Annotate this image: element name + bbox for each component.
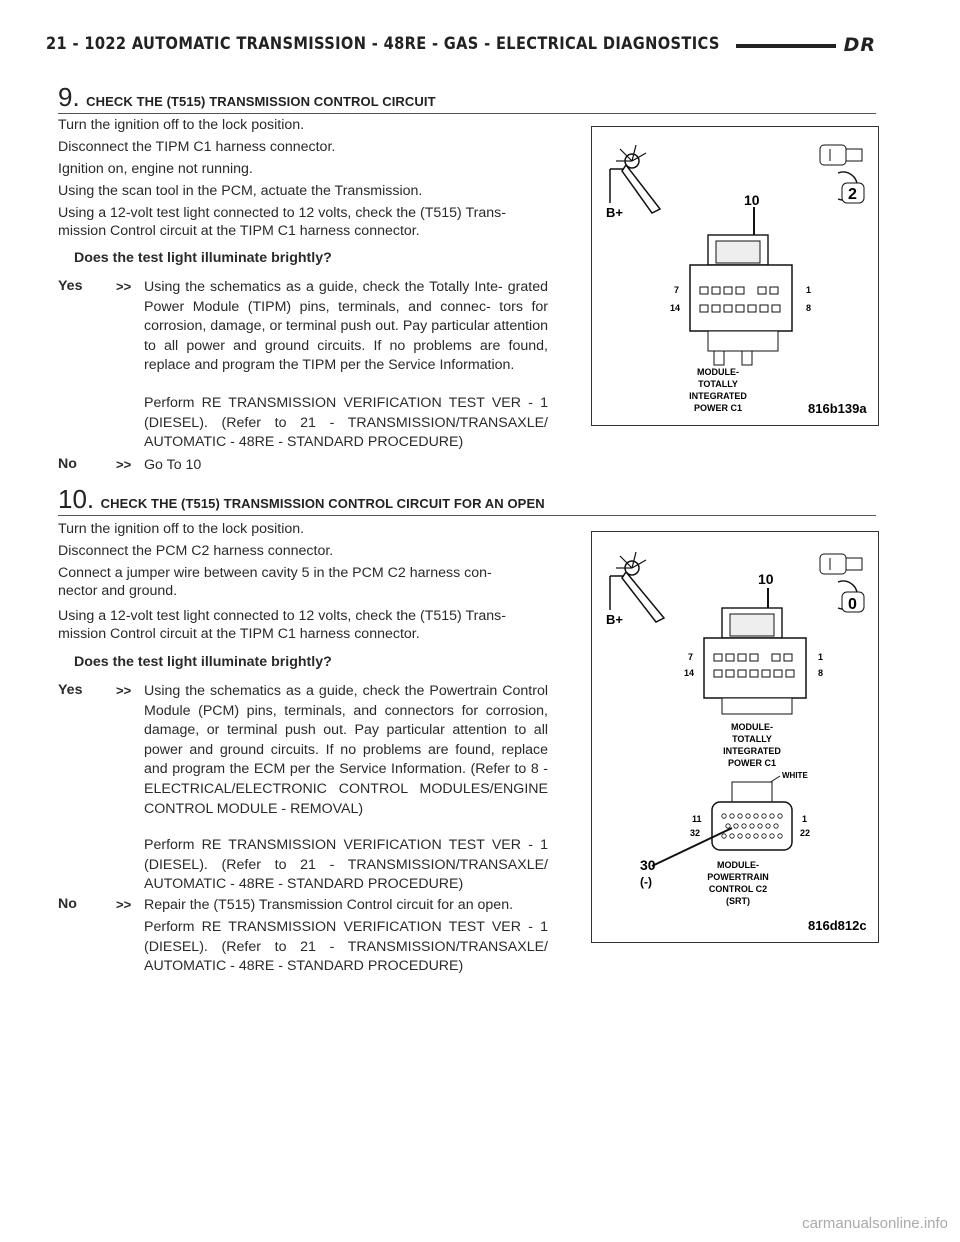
step-number: 9.	[58, 82, 80, 112]
watermark: carmanualsonline.info	[802, 1215, 948, 1232]
step9-line-2: Ignition on, engine not running.	[58, 161, 253, 177]
step10-yes-label: Yes	[58, 682, 83, 698]
count-label: 0	[848, 596, 857, 613]
step10-line-4: Using a 12-volt test light connected to 12 volts, check the (T515) Trans-	[58, 608, 506, 624]
tipm-c1-diagram	[592, 127, 878, 425]
figure-id: 816b139a	[808, 401, 867, 416]
wire-color-label: WHITE	[782, 771, 808, 780]
header-title: 21 - 1022 AUTOMATIC TRANSMISSION - 48RE - GAS - ELECTRICAL DIAGNOSTICS	[46, 34, 720, 54]
header-rule	[736, 44, 836, 48]
step10-question: Does the test light illuminate brightly?	[74, 654, 332, 670]
step10-yes-arrow: >>	[116, 683, 132, 698]
step9-no-arrow: >>	[116, 457, 132, 472]
step9-line-3: Using the scan tool in the PCM, actuate the Transmission.	[58, 183, 423, 199]
step9-yes-text: Using the schematics as a guide, check the Totally Inte- grated Power Module (TIPM) pins, terminals, and connec- tors for corrosion, damage, or terminal push out. Pay particular attention to all power and ground circuits. If no problems are found, replace and program the TIPM per the Service Information.	[144, 279, 548, 374]
caption-line: INTEGRATED	[689, 391, 747, 401]
step9-line-4: Using a 12-volt test light connected to 12 volts, check the (T515) Trans-	[58, 205, 506, 221]
pin-left-top: 7	[674, 285, 680, 295]
caption-line: POWER C1	[727, 758, 777, 768]
c2-pin-right-top: 1	[802, 814, 808, 824]
step-title: CHECK THE (T515) TRANSMISSION CONTROL CIRCUIT	[86, 94, 436, 109]
step10-line-2: Connect a jumper wire between cavity 5 in the PCM C2 harness con-	[58, 565, 492, 581]
step10-line-5: mission Control circuit at the TIPM C1 harness connector.	[58, 626, 420, 642]
tipm-pcm-diagram	[592, 532, 878, 942]
connector-c1	[690, 235, 792, 365]
step9-yes-label: Yes	[58, 278, 83, 294]
caption-line: MODULE-	[697, 367, 739, 377]
caption2-line: (SRT)	[726, 896, 750, 906]
pin-right-top: 1	[806, 285, 812, 295]
ground-sign-label: (-)	[640, 875, 652, 889]
probe-label: B+	[606, 205, 623, 220]
step-9-heading	[58, 82, 876, 114]
step10-line-3: nector and ground.	[58, 583, 178, 599]
connector-c2	[712, 782, 792, 850]
test-light-icon	[610, 145, 660, 213]
caption-line: TOTALLY	[698, 379, 738, 389]
probe-label: B+	[606, 612, 623, 627]
pin-left-top: 7	[688, 652, 694, 662]
multimeter-icon	[820, 145, 864, 203]
pin-right-bottom: 8	[818, 668, 824, 678]
step10-no-text2: Perform RE TRANSMISSION VERIFICATION TEST VER - 1 (DIESEL). (Refer to 21 - TRANSMISSION/TRANSAXLE/ AUTOMATIC - 48RE - STANDARD PROCEDURE)	[144, 919, 548, 975]
figure-id: 816d812c	[808, 918, 867, 933]
c2-pin-left-bottom: 32	[690, 828, 701, 838]
pin-callout: 10	[744, 192, 760, 208]
step-10-heading	[58, 484, 876, 516]
step9-no-label: No	[58, 456, 77, 472]
caption-line: INTEGRATED	[723, 746, 781, 756]
ground-pin-label: 30	[640, 857, 656, 873]
caption2-line: MODULE-	[717, 860, 759, 870]
figure-tipm-c1	[591, 126, 879, 426]
step10-no-text: Repair the (T515) Transmission Control circuit for an open.	[144, 897, 514, 913]
c2-pin-right-bottom: 22	[800, 828, 811, 838]
step10-line-1: Disconnect the PCM C2 harness connector.	[58, 543, 334, 559]
caption-line: TOTALLY	[732, 734, 772, 744]
step10-line-0: Turn the ignition off to the lock position.	[58, 521, 305, 537]
step10-yes-text2: Perform RE TRANSMISSION VERIFICATION TEST VER - 1 (DIESEL). (Refer to 21 - TRANSMISSION/TRANSAXLE/ AUTOMATIC - 48RE - STANDARD PROCEDURE)	[144, 837, 548, 893]
page-header	[46, 34, 880, 64]
step10-yes-text: Using the schematics as a guide, check the Powertrain Control Module (PCM) pins, terminals, and connectors for corrosion, damage, or terminal push out. Pay particular attention to all power and ground circuits. If no problems are found, replace and program the ECM per the Service Information. (Refer to 8 - ELECTRICAL/ELECTRONIC CONTROL MODULES/ENGINE CONTROL MODULE - REMOVAL)	[144, 683, 548, 817]
step9-line-5: mission Control circuit at the TIPM C1 harness connector.	[58, 223, 420, 239]
pin-left-bottom: 14	[670, 303, 681, 313]
step-number: 10.	[58, 484, 95, 514]
connector-c1	[704, 608, 806, 714]
step9-line-0: Turn the ignition off to the lock position.	[58, 117, 305, 133]
caption-line: POWER C1	[693, 403, 743, 413]
header-code: DR	[843, 34, 876, 56]
step9-question: Does the test light illuminate brightly?	[74, 250, 332, 266]
pin-left-bottom: 14	[684, 668, 695, 678]
multimeter-icon	[820, 554, 864, 612]
caption2-line: CONTROL C2	[708, 884, 768, 894]
step10-no-arrow: >>	[116, 897, 132, 912]
step9-no-text: Go To 10	[144, 457, 202, 473]
caption-line: MODULE-	[731, 722, 773, 732]
pin-right-top: 1	[818, 652, 824, 662]
count-label: 2	[848, 186, 857, 203]
step9-yes-text2: Perform RE TRANSMISSION VERIFICATION TEST VER - 1 (DIESEL). (Refer to 21 - TRANSMISSION/TRANSAXLE/ AUTOMATIC - 48RE - STANDARD PROCEDURE)	[144, 395, 548, 451]
step9-yes-arrow: >>	[116, 279, 132, 294]
pin-right-bottom: 8	[806, 303, 812, 313]
step10-no-label: No	[58, 896, 77, 912]
pin-callout: 10	[758, 571, 774, 587]
figure-tipm-pcm	[591, 531, 879, 943]
step9-line-1: Disconnect the TIPM C1 harness connector.	[58, 139, 336, 155]
step-title: CHECK THE (T515) TRANSMISSION CONTROL CIRCUIT FOR AN OPEN	[100, 496, 545, 511]
caption2-line: POWERTRAIN	[707, 872, 769, 882]
c2-pin-left-top: 11	[692, 814, 702, 824]
